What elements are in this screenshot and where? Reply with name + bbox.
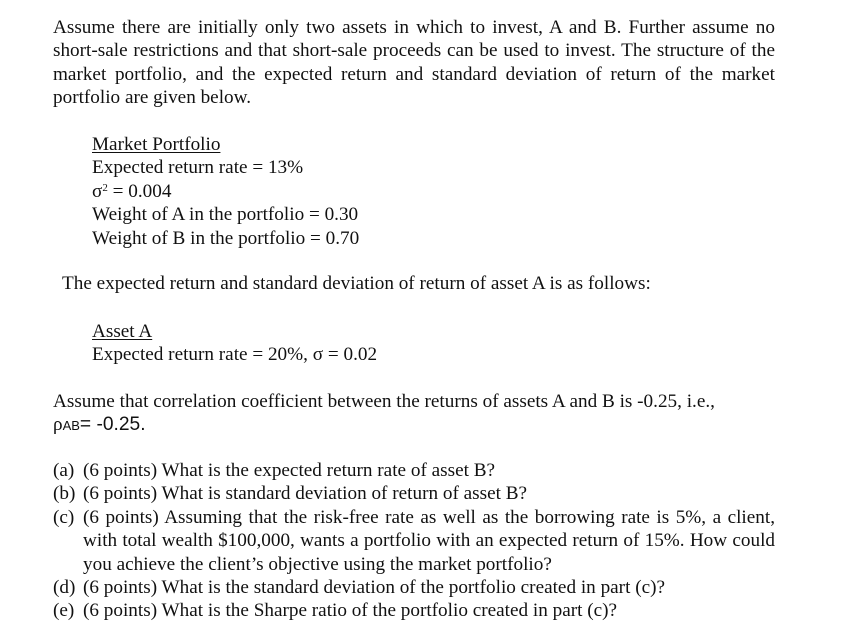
question-text: (6 points) What is the Sharpe ratio of the portfolio created in part (c)? [83,600,618,622]
question-item [53,482,775,505]
question-text: (6 points) Assuming that the risk-free rate as well as the borrowing rate is 5%, a client, with total wealth $100,000, wants a portfolio with an expected return of 15%. How could you achieve the client’s objective using the market portfolio? [83,506,775,575]
weight-a: Weight of A in the portfolio = 0.30 [92,204,359,226]
rho-value: = -0.25. [79,414,146,436]
asset-a-heading: Asset A [92,321,153,342]
asset-a-line: Expected return rate = 20%, σ = 0.02 [92,344,378,366]
rho-subscript: AB [62,418,80,434]
variance-value: = 0.004 [107,180,172,202]
question-item [53,506,775,576]
question-label: (e) [53,600,75,622]
question-label: (a) [53,460,75,481]
intro-paragraph: Assume there are initially only two assets in which to invest, A and B. Further assume no short-sale restrictions and that short-sale proceeds can be used to invest. The structure of the market portfolio, and the expected return and standard deviation of return of the market portfolio are given below. [53,17,775,109]
market-portfolio-block [92,133,359,250]
question-list [53,459,775,623]
variance-exponent: 2 [102,181,108,194]
question-item [53,459,775,482]
question-text: (6 points) What is standard deviation of return of asset B? [83,483,528,505]
question-label: (d) [53,577,76,599]
rho-symbol: ρ [53,414,63,436]
sigma-symbol: σ [92,180,103,202]
question-item [53,599,775,622]
weight-b: Weight of B in the portfolio = 0.70 [92,227,360,249]
question-text: (6 points) What is the expected return rate of asset B? [83,460,496,481]
question-label: (c) [53,506,75,528]
correlation-paragraph [53,390,775,438]
market-expected-return: Expected return rate = 13% [92,157,304,179]
asset-a-intro: The expected return and standard deviation of return of asset A is as follows: [62,273,651,294]
market-portfolio-heading: Market Portfolio [92,134,221,155]
market-variance [92,180,359,203]
question-label: (b) [53,483,76,505]
question-item [53,576,775,599]
correlation-text: Assume that correlation coefficient between the returns of assets A and B is -0.25, i.e., [53,391,715,412]
question-text: (6 points) What is the standard deviation of the portfolio created in part (c)? [83,577,666,599]
asset-a-block [92,320,377,367]
